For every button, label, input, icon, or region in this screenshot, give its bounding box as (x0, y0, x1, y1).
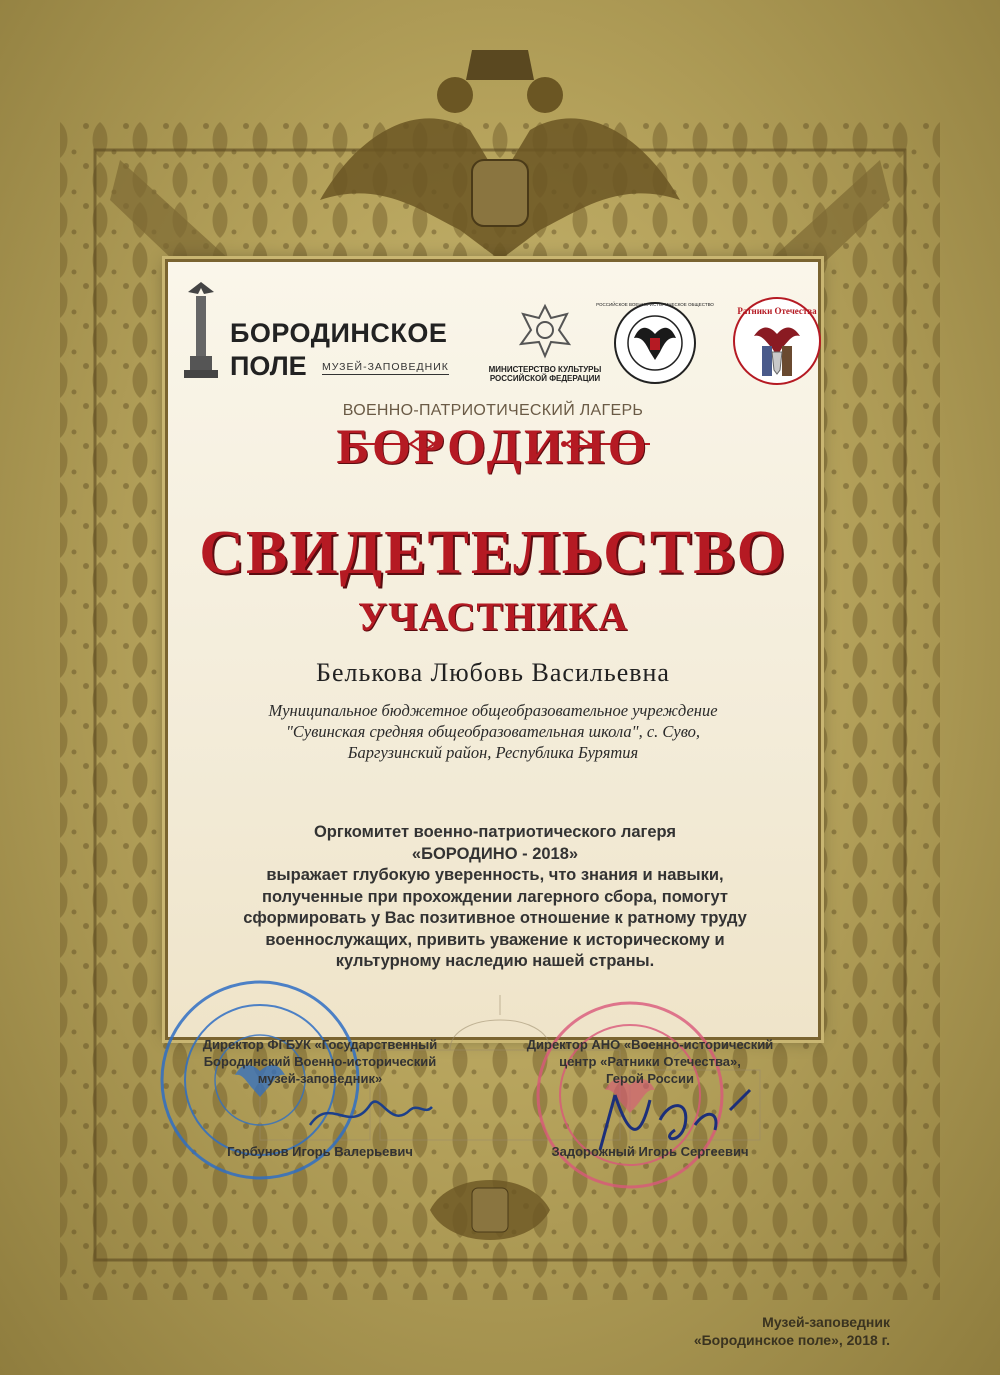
signatory-title-line: Директор ФГБУК «Государственный (202, 1037, 438, 1052)
ministry-label: МИНИСТЕРСТВО КУЛЬТУРЫ РОССИЙСКОЙ ФЕДЕРАЦИИ (488, 365, 602, 384)
certificate-subtitle: УЧАСТНИКА (357, 594, 629, 639)
logo-subtitle: МУЗЕЙ-ЗАПОВЕДНИК (322, 361, 449, 373)
body-line: военнослужащих, привить уважение к историческому и (265, 930, 725, 949)
body-line: полученные при прохождении лагерного сбора, помогут (262, 887, 728, 906)
left-signatory-title (180, 1036, 460, 1087)
footer (600, 1313, 890, 1349)
camp-subtitle: ВОЕННО-ПАТРИОТИЧЕСКИЙ ЛАГЕРЬ (342, 402, 644, 419)
camp-title: БОРОДИНО (336, 418, 650, 474)
ratniki-otechestva-icon (732, 296, 822, 386)
recipient-name: Белькова Любовь Васильевна (316, 658, 670, 687)
footer-line: «Бородинское поле», 2018 г. (693, 1332, 890, 1348)
signatory-title-line: Бородинский Военно-исторический (203, 1054, 437, 1069)
military-history-society-icon (596, 300, 714, 386)
body-line: Оргкомитет военно-патриотического лагеря (313, 823, 677, 841)
body-line: культурному наследию нашей страны. (335, 952, 655, 970)
certificate-title: СВИДЕТЕЛЬСТВО (199, 519, 787, 587)
left-signature (300, 1085, 440, 1145)
footer-line: Музей-заповедник (762, 1314, 890, 1330)
signatory-title-line: Герой России (606, 1071, 694, 1086)
ministry-eagle-icon (515, 300, 575, 362)
logo-title-line2: ПОЛЕ (230, 351, 307, 381)
signatory-title-line: Директор АНО «Военно-исторический (526, 1037, 774, 1052)
signatory-title-line: музей-заповедник» (257, 1071, 383, 1086)
institution-line: Баргузинский район, Республика Бурятия (347, 743, 639, 762)
body-line: сформировать у Вас позитивное отношение к ратному труду (243, 909, 747, 927)
left-signatory-name: Горбунов Игорь Валерьевич (227, 1144, 413, 1159)
monument-icon (178, 278, 224, 380)
institution-line: "Сувинская средняя общеобразовательная школа", с. Суво, (285, 722, 701, 741)
body-line: «БОРОДИНО - 2018» (411, 844, 579, 863)
body-line: выражает глубокую уверенность, что знания и навыки, (266, 866, 724, 884)
signatory-title-line: центр «Ратники Отечества», (559, 1054, 741, 1069)
institution-block (168, 700, 818, 763)
logo-title-line1: БОРОДИНСКОЕ (230, 318, 448, 348)
ratniki-label: Ратники Отечества (737, 306, 817, 316)
body-text (200, 822, 790, 973)
society-ring-text: РОССИЙСКОЕ ВОЕННО-ИСТОРИЧЕСКОЕ ОБЩЕСТВО (596, 302, 714, 307)
right-signatory-name: Задорожный Игорь Сергеевич (551, 1144, 749, 1159)
institution-line: Муниципальное бюджетное общеобразовательное учреждение (268, 701, 718, 720)
